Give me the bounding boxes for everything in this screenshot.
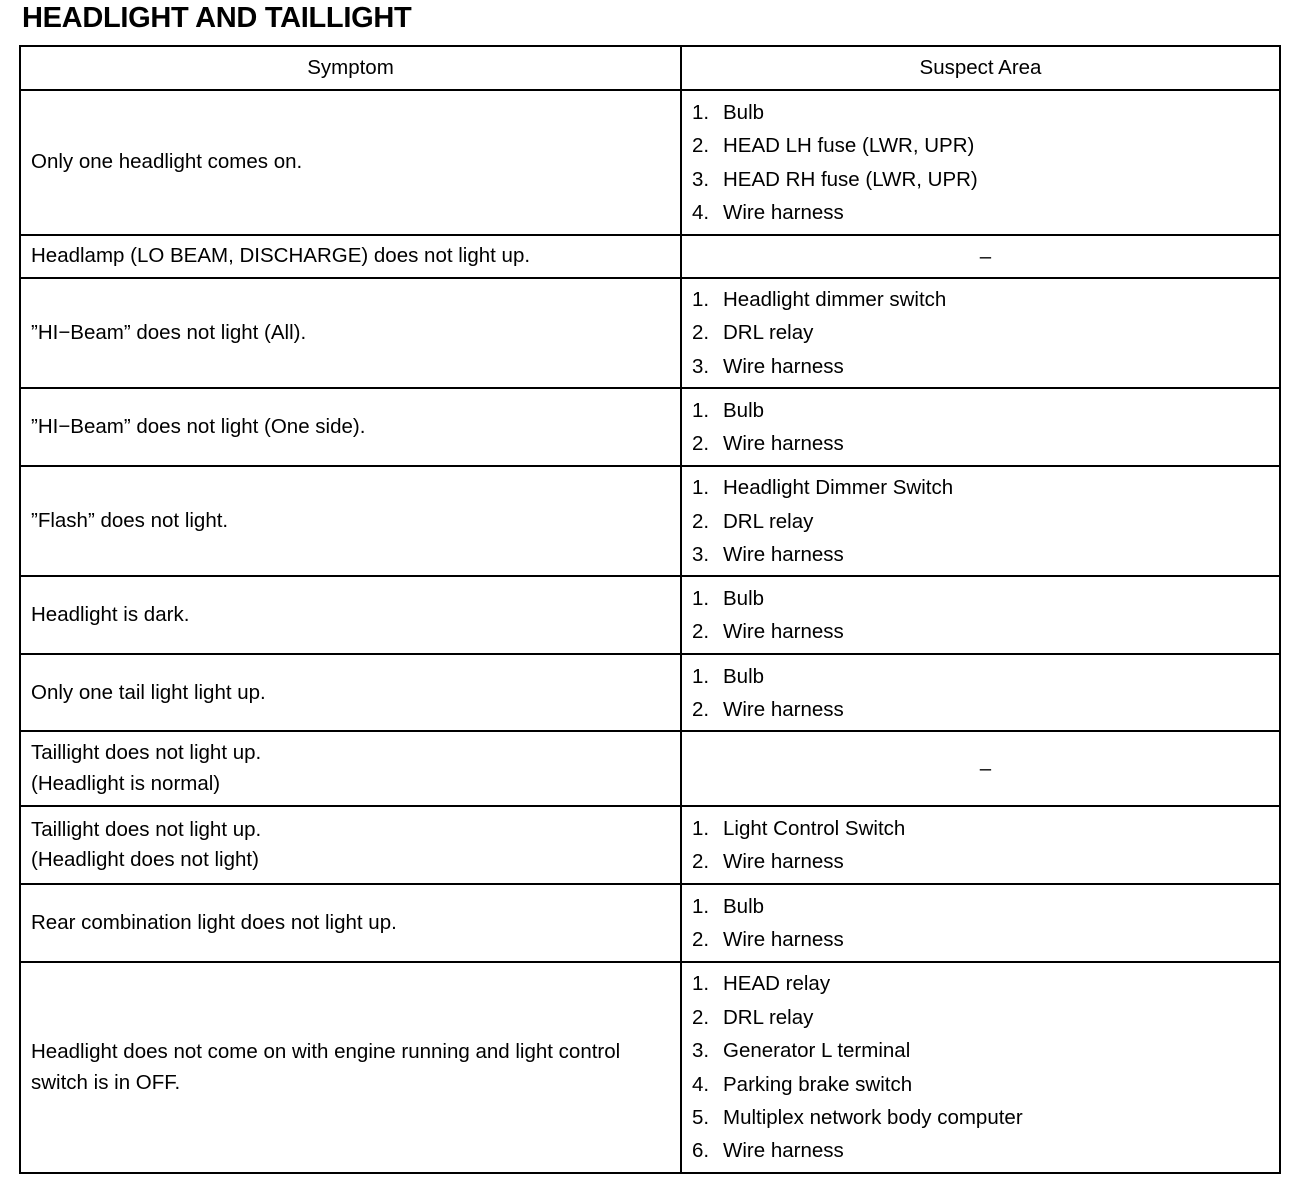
suspect-item-label: HEAD RH fuse (LWR, UPR): [723, 167, 978, 191]
suspect-item-number: 2.: [692, 1005, 710, 1029]
symptom-cell: Taillight does not light up. (Headlight is normal): [20, 731, 681, 806]
table-row: [20, 884, 1280, 962]
suspect-item-number: 2.: [692, 620, 710, 644]
suspect-list: [692, 963, 1279, 1171]
suspect-item: [692, 96, 1279, 129]
symptom-cell: ”Flash” does not light.: [20, 466, 681, 576]
suspect-area-cell: [681, 806, 1280, 884]
symptom-cell: ”HI−Beam” does not light (One side).: [20, 388, 681, 466]
suspect-item: [692, 471, 1279, 504]
symptom-cell: Taillight does not light up. (Headlight does not light): [20, 806, 681, 884]
suspect-item-number: 2.: [692, 321, 710, 345]
suspect-item: [692, 1034, 1279, 1067]
suspect-item-label: Wire harness: [723, 697, 844, 721]
suspect-item-label: DRL relay: [723, 321, 814, 345]
suspect-item-number: 2.: [692, 928, 710, 952]
suspect-item-label: Bulb: [723, 664, 765, 688]
suspect-item: [692, 845, 1279, 878]
column-header-suspect-area: Suspect Area: [681, 46, 1280, 90]
suspect-list: [692, 92, 1279, 234]
suspect-item: [692, 967, 1279, 1000]
symptom-cell: ”HI−Beam” does not light (All).: [20, 278, 681, 388]
suspect-item-label: Multiplex network body computer: [723, 1106, 1023, 1130]
suspect-area-cell: [681, 388, 1280, 466]
table-row: [20, 806, 1280, 884]
suspect-item: [692, 394, 1279, 427]
suspect-item-label: Wire harness: [723, 1139, 844, 1163]
suspect-item: [692, 812, 1279, 845]
suspect-item: [692, 350, 1279, 383]
suspect-item-number: 1.: [692, 972, 710, 996]
symptom-cell: Headlight is dark.: [20, 576, 681, 654]
symptom-cell: Only one tail light light up.: [20, 654, 681, 731]
suspect-list: [692, 578, 1279, 653]
suspect-item: [692, 660, 1279, 693]
suspect-area-cell: [681, 466, 1280, 576]
suspect-area-cell: [681, 278, 1280, 388]
suspect-item-label: Parking brake switch: [723, 1072, 913, 1096]
column-header-symptom: Symptom: [20, 46, 681, 90]
suspect-item-number: 1.: [692, 288, 710, 311]
table-row: [20, 962, 1280, 1172]
suspect-item-label: Wire harness: [723, 620, 844, 644]
suspect-area-cell: [681, 654, 1280, 731]
suspect-item-number: 2.: [692, 509, 710, 533]
table-body: [20, 90, 1280, 1173]
suspect-item-number: 3.: [692, 167, 710, 191]
suspect-item-label: HEAD LH fuse (LWR, UPR): [723, 134, 975, 158]
suspect-item-number: 4.: [692, 200, 710, 224]
suspect-item-number: 1.: [692, 817, 710, 841]
suspect-list: [692, 279, 1279, 387]
suspect-area-cell: [681, 90, 1280, 235]
suspect-item-number: 1.: [692, 895, 710, 919]
suspect-item-label: Wire harness: [723, 432, 844, 456]
table-row: [20, 235, 1280, 278]
suspect-item: [692, 1134, 1279, 1167]
suspect-item-number: 5.: [692, 1106, 710, 1130]
suspect-item-label: Headlight Dimmer Switch: [723, 476, 954, 500]
suspect-item: [692, 427, 1279, 460]
diagnosis-table: [19, 45, 1281, 1174]
suspect-item-number: 3.: [692, 354, 710, 378]
suspect-item-number: 2.: [692, 432, 710, 456]
suspect-item: [692, 316, 1279, 349]
suspect-item-label: Light Control Switch: [723, 817, 906, 841]
suspect-item-label: DRL relay: [723, 509, 814, 533]
suspect-item-label: Wire harness: [723, 354, 844, 378]
suspect-item-number: 4.: [692, 1072, 710, 1096]
suspect-item: [692, 1001, 1279, 1034]
suspect-item-number: 1.: [692, 398, 710, 422]
suspect-item-label: Wire harness: [723, 543, 844, 567]
suspect-item-label: Wire harness: [723, 200, 844, 224]
table-row: [20, 731, 1280, 806]
suspect-item-number: 1.: [692, 100, 710, 124]
suspect-item-label: DRL relay: [723, 1005, 814, 1029]
suspect-item: [692, 196, 1279, 229]
table-row: [20, 90, 1280, 235]
suspect-item: [692, 129, 1279, 162]
suspect-item: [692, 505, 1279, 538]
suspect-item-label: Bulb: [723, 587, 765, 611]
suspect-area-cell: [681, 884, 1280, 962]
suspect-item-label: Wire harness: [723, 850, 844, 874]
suspect-item: [692, 1068, 1279, 1101]
table-header-row: [20, 46, 1280, 90]
suspect-item-number: 2.: [692, 697, 710, 721]
suspect-item-number: 2.: [692, 850, 710, 874]
suspect-item-number: 1.: [692, 587, 710, 611]
symptom-cell: Headlamp (LO BEAM, DISCHARGE) does not light up.: [20, 235, 681, 278]
symptom-cell: Headlight does not come on with engine running and light control switch is in OFF.: [20, 962, 681, 1172]
suspect-item-label: Bulb: [723, 895, 765, 919]
suspect-item: [692, 582, 1279, 615]
table-row: [20, 388, 1280, 466]
table-row: [20, 576, 1280, 654]
suspect-item-label: Wire harness: [723, 928, 844, 952]
suspect-list: [692, 886, 1279, 961]
suspect-item-number: 6.: [692, 1139, 710, 1163]
suspect-item: [692, 538, 1279, 571]
suspect-item: [692, 693, 1279, 726]
suspect-list: [692, 467, 1279, 575]
suspect-area-cell: [681, 576, 1280, 654]
table-row: [20, 278, 1280, 388]
suspect-item-label: Generator L terminal: [723, 1039, 911, 1063]
suspect-item: [692, 1101, 1279, 1134]
suspect-item-label: Bulb: [723, 398, 765, 422]
suspect-item-number: 1.: [692, 664, 710, 688]
suspect-item-label: Headlight dimmer switch: [723, 288, 947, 311]
suspect-item-label: HEAD relay: [723, 972, 831, 996]
suspect-list: [692, 390, 1279, 465]
page-title: HEADLIGHT AND TAILLIGHT: [22, 2, 412, 34]
suspect-item-label: Bulb: [723, 100, 765, 124]
suspect-item: [692, 890, 1279, 923]
table-row: [20, 654, 1280, 731]
suspect-area-cell: –: [681, 235, 1280, 278]
symptom-cell: Rear combination light does not light up.: [20, 884, 681, 962]
symptom-cell: Only one headlight comes on.: [20, 90, 681, 235]
suspect-item-number: 3.: [692, 1039, 710, 1063]
suspect-item-number: 1.: [692, 476, 710, 500]
suspect-item: [692, 923, 1279, 956]
suspect-item: [692, 283, 1279, 316]
suspect-item: [692, 163, 1279, 196]
suspect-item-number: 2.: [692, 134, 710, 158]
suspect-list: [692, 808, 1279, 883]
suspect-item-number: 3.: [692, 543, 710, 567]
table-row: [20, 466, 1280, 576]
suspect-list: [692, 656, 1279, 731]
suspect-area-cell: –: [681, 731, 1280, 806]
suspect-area-cell: [681, 962, 1280, 1172]
suspect-item: [692, 615, 1279, 648]
